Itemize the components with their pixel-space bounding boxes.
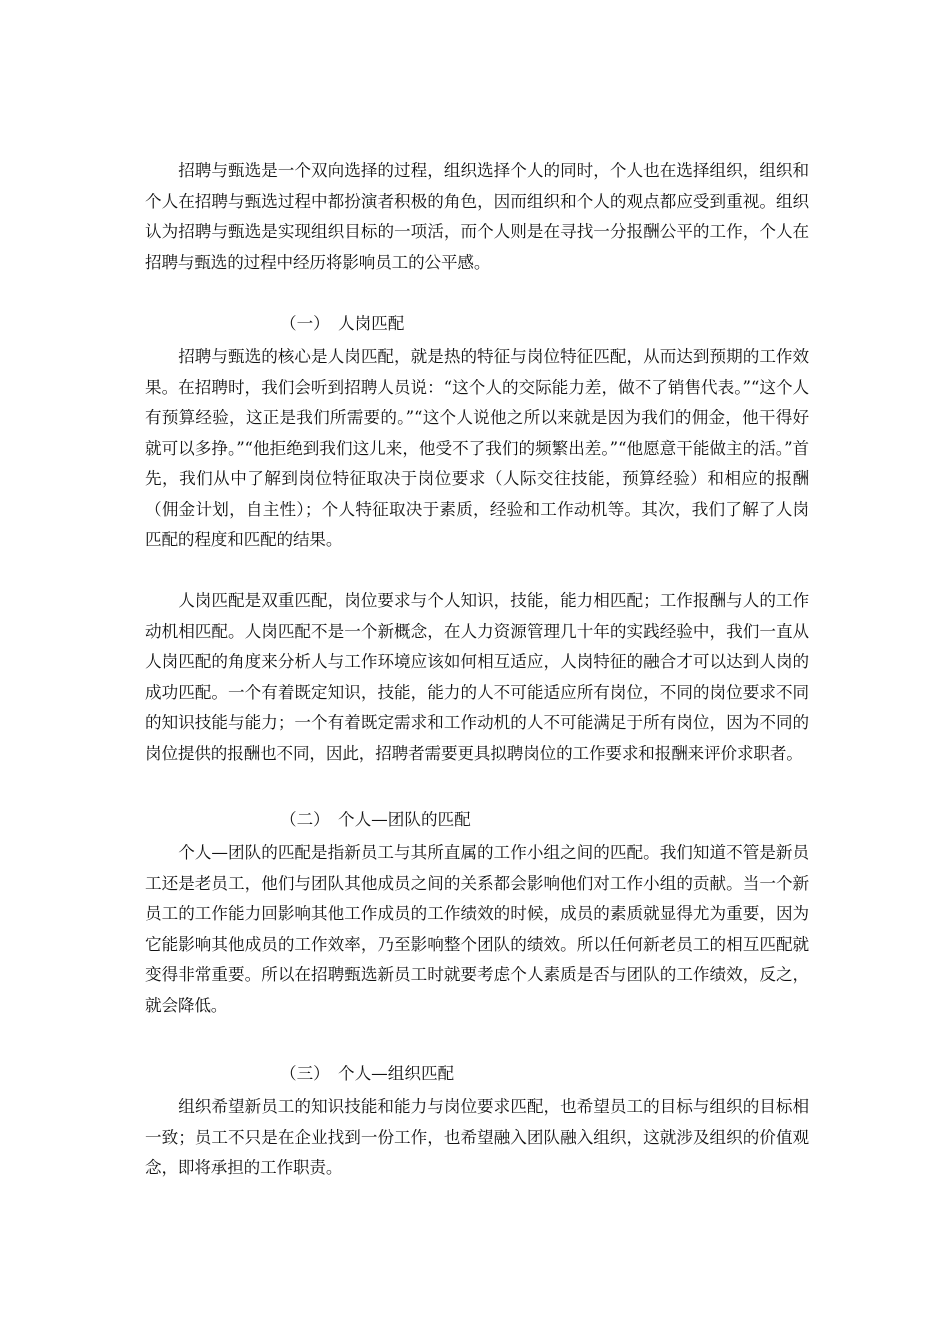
section-heading-2 — [145, 802, 809, 838]
section-number: （三） — [280, 1064, 330, 1083]
section-title: 个人—团队的匹配 — [338, 810, 471, 829]
section-heading-1 — [145, 306, 809, 342]
section-heading-3 — [145, 1056, 809, 1092]
section-number: （一） — [280, 314, 330, 333]
intro-paragraph: 招聘与甄选是一个双向选择的过程，组织选择个人的同时，个人也在选择组织，组织和个人在招聘与甄选过程中都扮演者积极的角色，因而组织和个人的观点都应受到重视。组织认为招聘与甄选是实现组织目标的一项活，而个人则是在寻找一分报酬公平的工作，个人在招聘与甄选的过程中经历将影响员工的公平感。 — [145, 161, 809, 272]
section-title: 人岗匹配 — [338, 314, 405, 333]
body-paragraph: 个人—团队的匹配是指新员工与其所直属的工作小组之间的匹配。我们知道不管是新员工还是老员工，他们与团队其他成员之间的关系都会影响他们对工作小组的贡献。当一个新员工的工作能力回影响其他工作成员的工作绩效的时候，成员的素质就显得尤为重要，因为它能影响其他成员的工作效率，乃至影响整个团队的绩效。所以任何新老员工的相互匹配就变得非常重要。所以在招聘甄选新员工时就要考虑个人素质是否与团队的工作绩效，反之，就会降低。 — [145, 843, 809, 1015]
body-paragraph: 组织希望新员工的知识技能和能力与岗位要求匹配，也希望员工的目标与组织的目标相一致；员工不只是在企业找到一份工作，也希望融入团队融入组织，这就涉及组织的价值观念，即将承担的工作职责。 — [145, 1097, 809, 1177]
section-number: （二） — [280, 810, 330, 829]
document-page — [145, 156, 809, 1184]
body-paragraph: 人岗匹配是双重匹配，岗位要求与个人知识，技能，能力相匹配；工作报酬与人的工作动机相匹配。人岗匹配不是一个新概念，在人力资源管理几十年的实践经验中，我们一直从人岗匹配的角度来分析人与工作环境应该如何相互适应，人岗特征的融合才可以达到人岗的成功匹配。一个有着既定知识，技能，能力的人不可能适应所有岗位，不同的岗位要求不同的知识技能与能力；一个有着既定需求和工作动机的人不可能满足于所有岗位，因为不同的岗位提供的报酬也不同，因此，招聘者需要更具拟聘岗位的工作要求和报酬来评价求职者。 — [145, 591, 809, 763]
body-paragraph: 招聘与甄选的核心是人岗匹配，就是热的特征与岗位特征匹配，从而达到预期的工作效果。在招聘时，我们会听到招聘人员说：“这个人的交际能力差，做不了销售代表。”“这个人有预算经验，这正是我们所需要的。”“这个人说他之所以来就是因为我们的佣金，他干得好就可以多挣。”“他拒绝到我们这儿来，他受不了我们的频繁出差。”“他愿意干能做主的活。”首先，我们从中了解到岗位特征取决于岗位要求（人际交往技能，预算经验）和相应的报酬（佣金计划，自主性）；个人特征取决于素质，经验和工作动机等。其次，我们了解了人岗匹配的程度和匹配的结果。 — [145, 347, 809, 549]
section-title: 个人—组织匹配 — [338, 1064, 455, 1083]
